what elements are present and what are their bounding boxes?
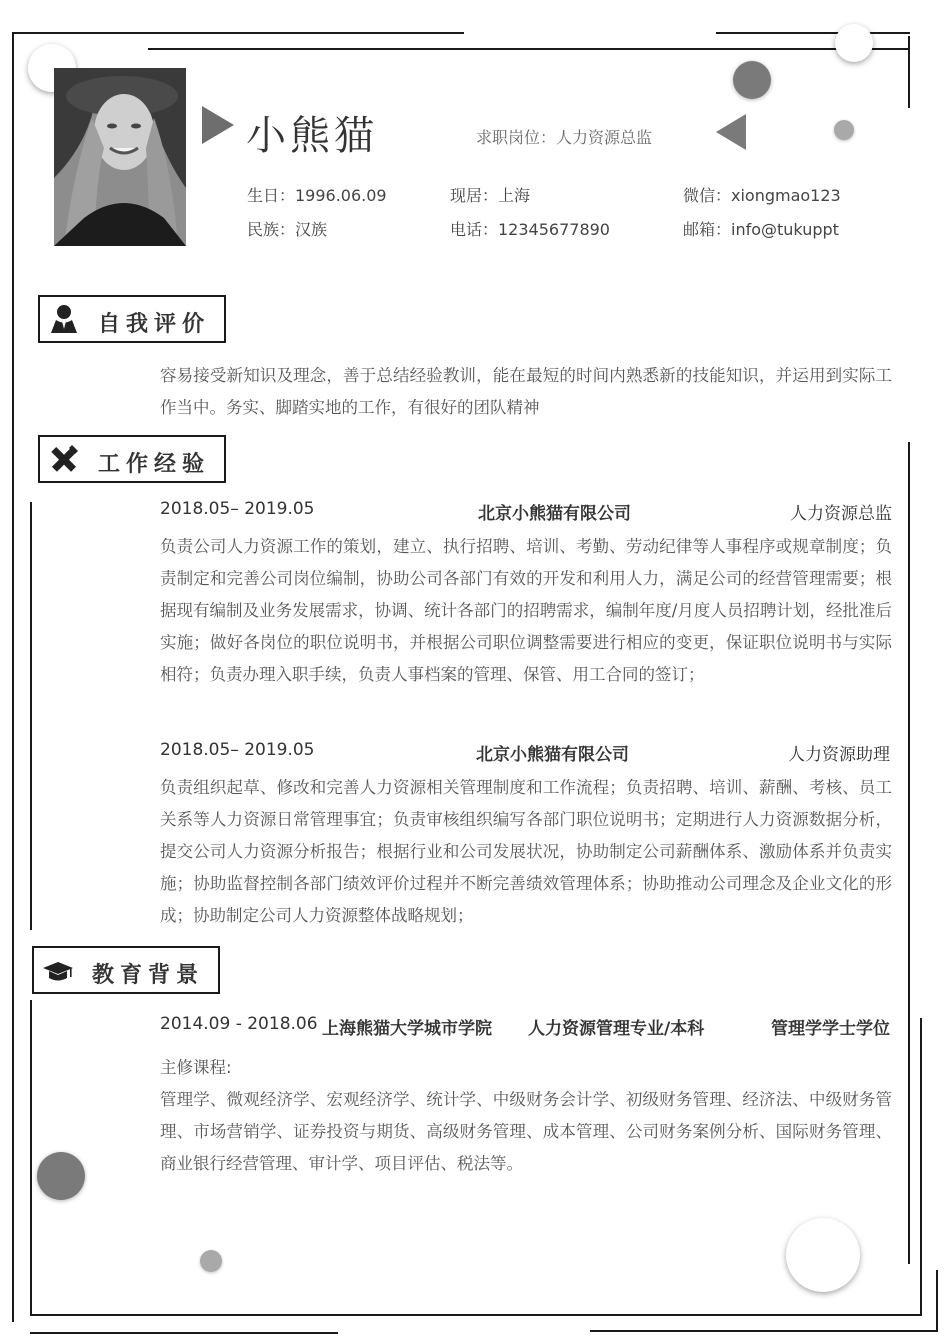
edu-school: 上海熊猫大学城市学院 xyxy=(322,1019,492,1039)
section-header-education xyxy=(32,946,220,994)
courses-label: 主修课程: xyxy=(160,1058,232,1077)
self-eval-text: 容易接受新知识及理念，善于总结经验教训，能在最短的时间内熟悉新的技能知识，并运用到实际工作当中。务实、脚踏实地的工作，有很好的团队精神 xyxy=(160,366,892,417)
section-title: 工作经验 xyxy=(98,452,211,477)
decor-circle xyxy=(835,24,873,62)
candidate-name: 小熊猫 xyxy=(246,113,378,159)
edu-period: 2014.09 - 2018.06 xyxy=(160,1014,318,1034)
pencil-ruler-icon xyxy=(48,443,80,475)
courses-list: 管理学、微观经济学、宏观经济学、统计学、中级财务会计学、初级财务管理、经济法、中级财务管理、市场营销学、证券投资与期货、高级财务管理、成本管理、公司财务案例分析、国际财务管理、商业银行经营管理、审计学、项目评估、税法等。 xyxy=(160,1090,892,1173)
triangle-play-icon xyxy=(202,106,234,144)
decor-circle xyxy=(786,1218,860,1292)
decor-circle xyxy=(834,120,854,140)
triangle-left-icon xyxy=(716,114,746,150)
work-role: 人力资源总监 xyxy=(790,504,892,524)
work-item-header xyxy=(160,499,892,523)
graduation-cap-icon xyxy=(42,954,74,986)
section-header-work xyxy=(38,435,226,483)
info-wechat: 微信：xiongmao123 xyxy=(683,186,841,205)
profile-photo xyxy=(54,68,186,246)
info-residence: 现居：上海 xyxy=(450,186,531,205)
edu-degree: 管理学学士学位 xyxy=(771,1019,890,1039)
work-item-header xyxy=(160,740,892,764)
work-period: 2018.05– 2019.05 xyxy=(160,499,315,519)
work-company: 北京小熊猫有限公司 xyxy=(478,504,631,524)
decor-circle xyxy=(200,1250,222,1272)
section-title: 教育背景 xyxy=(92,963,205,988)
info-ethnicity: 民族：汉族 xyxy=(247,220,328,239)
work-company: 北京小熊猫有限公司 xyxy=(476,745,629,765)
person-icon xyxy=(48,303,80,335)
decor-circle xyxy=(733,61,771,99)
job-target: 求职岗位：人力资源总监 xyxy=(476,128,653,147)
education-header xyxy=(160,1014,892,1038)
edu-major: 人力资源管理专业/本科 xyxy=(528,1019,705,1039)
work-desc: 负责组织起草、修改和完善人力资源相关管理制度和工作流程；负责招聘、培训、薪酬、考核、员工关系等人力资源日常管理事宜；负责审核组织编写各部门职位说明书；定期进行人力资源数据分析，提交公司人力资源分析报告；根据行业和公司发展状况，协助制定公司薪酬体系、激励体系并负责实施；协助监督控制各部门绩效评价过程并不断完善绩效管理体系；协助推动公司理念及企业文化的形成；协助制定公司人力资源整体战略规划； xyxy=(160,778,892,925)
section-header-self-eval xyxy=(38,295,226,343)
info-phone: 电话：12345677890 xyxy=(450,220,610,239)
work-period: 2018.05– 2019.05 xyxy=(160,740,315,760)
work-role: 人力资源助理 xyxy=(788,745,890,765)
info-birth: 生日：1996.06.09 xyxy=(247,186,387,205)
section-title: 自我评价 xyxy=(98,312,211,337)
work-desc: 负责公司人力资源工作的策划，建立、执行招聘、培训、考勤、劳动纪律等人事程序或规章制度；负责制定和完善公司岗位编制，协助公司各部门有效的开发和利用人力，满足公司的经营管理需要；根据现有编制及业务发展需求，协调、统计各部门的招聘需求，编制年度/月度人员招聘计划，经批准后实施；做好各岗位的职位说明书，并根据公司职位调整需要进行相应的变更，保证职位说明书与实际相符；负责办理入职手续，负责人事档案的管理、保管、用工合同的签订； xyxy=(160,537,892,684)
info-email: 邮箱：info@tukuppt xyxy=(683,220,839,239)
decor-circle xyxy=(37,1152,85,1200)
